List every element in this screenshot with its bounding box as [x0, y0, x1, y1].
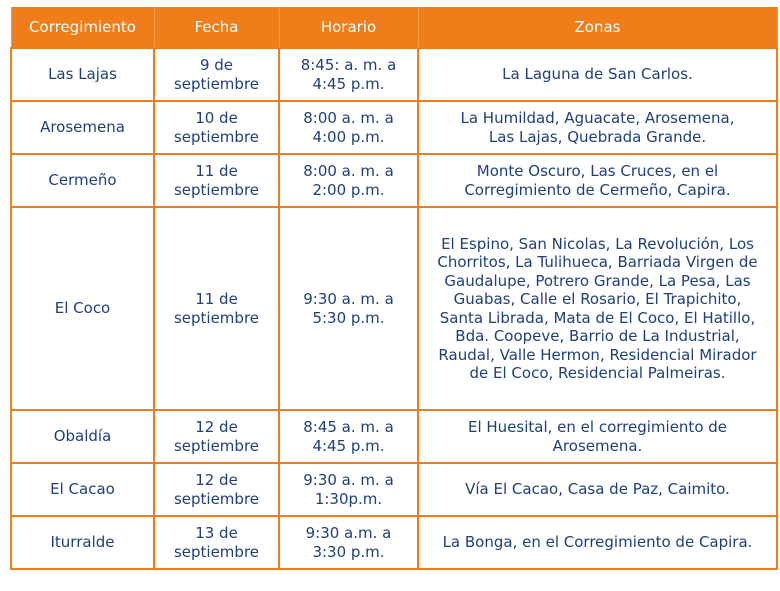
cell-fecha — [154, 154, 279, 207]
table-row — [11, 463, 777, 516]
cell-zonas — [418, 463, 777, 516]
cell-horario — [279, 207, 418, 410]
corregimiento-text: Arosemena — [40, 118, 125, 137]
cell-corregimiento — [11, 410, 154, 463]
schedule-table — [10, 7, 778, 570]
cell-zonas — [418, 101, 777, 154]
cell-fecha — [154, 101, 279, 154]
fecha-text: 13 de septiembre — [173, 524, 260, 561]
cell-zonas — [418, 516, 777, 569]
horario-text: 9:30 a.m. a 3:30 p.m. — [305, 524, 392, 561]
corregimiento-text: Obaldía — [53, 427, 112, 446]
cell-corregimiento — [11, 154, 154, 207]
horario-text: 9:30 a. m. a 5:30 p.m. — [303, 290, 394, 327]
cell-horario — [279, 101, 418, 154]
table-row — [11, 410, 777, 463]
corregimiento-text: El Cacao — [50, 480, 115, 499]
table-row — [11, 48, 777, 101]
cell-horario — [279, 516, 418, 569]
header-fecha: Fecha — [154, 7, 279, 48]
table-row — [11, 101, 777, 154]
fecha-text: 11 de septiembre — [173, 162, 260, 199]
cell-horario — [279, 154, 418, 207]
cell-corregimiento — [11, 48, 154, 101]
zonas-text: Vía El Cacao, Casa de Paz, Caimito. — [465, 480, 730, 499]
header-corregimiento: Corregimiento — [11, 7, 154, 48]
fecha-text: 11 de septiembre — [173, 290, 260, 327]
cell-fecha — [154, 207, 279, 410]
header-row — [11, 7, 777, 48]
cell-corregimiento — [11, 463, 154, 516]
corregimiento-text: Las Lajas — [48, 65, 117, 84]
horario-text: 8:45: a. m. a 4:45 p.m. — [300, 56, 397, 93]
cell-corregimiento — [11, 101, 154, 154]
cell-zonas — [418, 48, 777, 101]
zonas-text: La Humildad, Aguacate, Arosemena, Las Lajas, Quebrada Grande. — [460, 109, 735, 146]
fecha-text: 12 de septiembre — [173, 418, 260, 455]
header-horario: Horario — [279, 7, 418, 48]
cell-corregimiento — [11, 516, 154, 569]
cell-zonas — [418, 207, 777, 410]
cell-horario — [279, 48, 418, 101]
horario-text: 8:00 a. m. a 2:00 p.m. — [303, 162, 394, 199]
table-row — [11, 154, 777, 207]
table-row — [11, 516, 777, 569]
zonas-text: El Huesital, en el corregimiento de Arosemena. — [467, 418, 728, 455]
zonas-text: El Espino, San Nicolas, La Revolución, Los Chorritos, La Tulihueca, Barriada Virgen de Gaudalupe, Potrero Grande, La Pesa, Las Guabas, Calle el Rosario, El Trapichito, Santa Librada, Mata de El Coco, El Hatillo, Bda. Coopeve, Barrio de La Industrial, Raudal, Valle Hermon, Residencial Mirador de El Coco, Residencial Palmeiras. — [437, 234, 758, 382]
fecha-text: 9 de septiembre — [173, 56, 260, 93]
cell-fecha — [154, 463, 279, 516]
corregimiento-text: El Coco — [54, 299, 111, 318]
cell-fecha — [154, 516, 279, 569]
fecha-text: 12 de septiembre — [173, 471, 260, 508]
cell-horario — [279, 410, 418, 463]
cell-fecha — [154, 48, 279, 101]
cell-horario — [279, 463, 418, 516]
zonas-text: La Laguna de San Carlos. — [502, 65, 693, 84]
horario-text: 8:45 a. m. a 4:45 p.m. — [303, 418, 394, 455]
cell-zonas — [418, 154, 777, 207]
corregimiento-text: Cermeño — [48, 171, 117, 190]
cell-fecha — [154, 410, 279, 463]
horario-text: 9:30 a. m. a 1:30p.m. — [303, 471, 394, 508]
fecha-text: 10 de septiembre — [173, 109, 260, 146]
corregimiento-text: Iturralde — [50, 533, 115, 552]
schedule-table-container — [10, 7, 772, 584]
zonas-text: La Bonga, en el Corregimiento de Capira. — [442, 533, 753, 552]
cell-zonas — [418, 410, 777, 463]
cell-corregimiento — [11, 207, 154, 410]
zonas-text: Monte Oscuro, Las Cruces, en el Corregimiento de Cermeño, Capira. — [464, 162, 731, 199]
horario-text: 8:00 a. m. a 4:00 p.m. — [303, 109, 394, 146]
table-row — [11, 207, 777, 410]
header-zonas: Zonas — [418, 7, 777, 48]
